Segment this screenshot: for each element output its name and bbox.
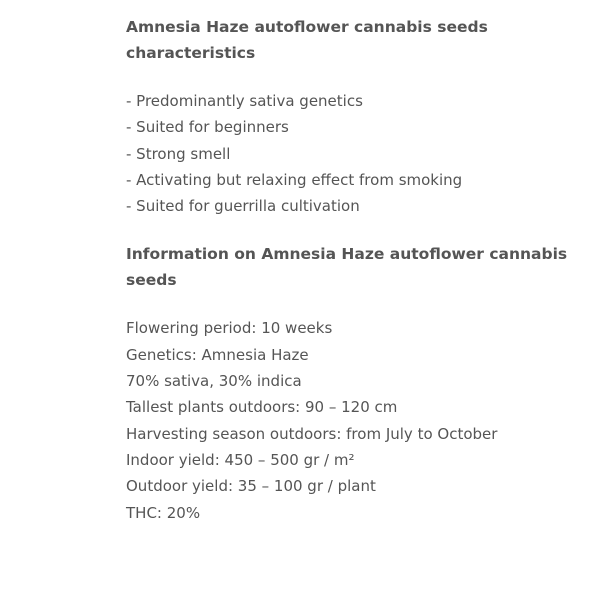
info-item-ratio: 70% sativa, 30% indica bbox=[126, 372, 302, 391]
information-heading: Information on Amnesia Haze autoflower cannabis seeds bbox=[126, 245, 568, 290]
info-item-indoor-yield: Indoor yield: 450 – 500 gr / m² bbox=[126, 450, 355, 469]
info-item-flowering-period: Flowering period: 10 weeks bbox=[126, 319, 333, 338]
info-item-height: Tallest plants outdoors: 90 – 120 cm bbox=[126, 398, 398, 417]
characteristics-item: - Predominantly sativa genetics bbox=[126, 92, 363, 110]
characteristics-heading: Amnesia Haze autoflower cannabis seeds characteristics bbox=[126, 18, 488, 62]
characteristics-list bbox=[126, 88, 586, 219]
characteristics-item: - Suited for beginners bbox=[126, 118, 289, 137]
info-item-genetics: Genetics: Amnesia Haze bbox=[126, 345, 309, 364]
product-description bbox=[126, 12, 586, 526]
info-item-thc: THC: 20% bbox=[126, 503, 201, 522]
characteristics-item: - Activating but relaxing effect from smoking bbox=[126, 170, 463, 189]
characteristics-item: - Strong smell bbox=[126, 144, 231, 163]
characteristics-item: - Suited for guerrilla cultivation bbox=[126, 197, 360, 216]
information-list bbox=[126, 315, 586, 525]
info-item-outdoor-yield: Outdoor yield: 35 – 100 gr / plant bbox=[126, 477, 376, 496]
info-item-harvest-season: Harvesting season outdoors: from July to October bbox=[126, 424, 498, 443]
